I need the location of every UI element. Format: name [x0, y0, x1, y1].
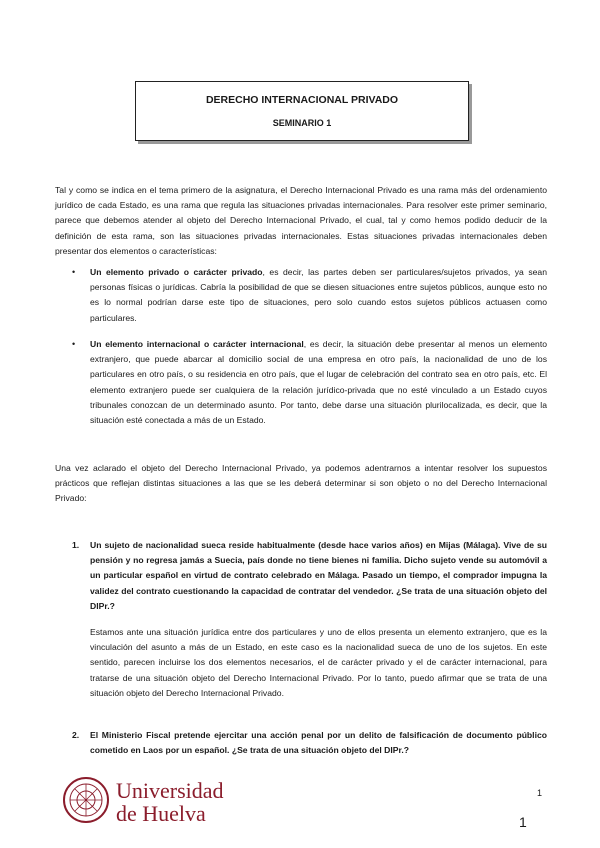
question-2: El Ministerio Fiscal pretende ejercitar una acción penal por un delito de falsificación de documento público cometido en Laos por un español. ¿Se trata de una situación objeto del DIPr.? [90, 730, 547, 756]
bullet-text: , es decir, la situación debe presentar al menos un elemento extranjero, que puede abarcar al domicilio social de una empresa en otro país, la nacionalidad de uno de los particulares en otro país, o su residencia en otro país, que el lugar de celebración del contrato sea en otro país, etc. El elemento extranjero puede ser cualquiera de la relación jurídico-privada que no esté vinculado a un Estado cuyos tribunales conozcan de un determinado asunto. Por tanto, debe darse una situación plurilocalizada, es decir, que la situación esté conectada a más de un Estado. [90, 339, 547, 426]
bullet-dot: • [72, 267, 76, 277]
bullet-item-private [90, 265, 547, 326]
bullet-bold: Un elemento privado o carácter privado [90, 267, 263, 277]
page-number-small: 1 [537, 788, 543, 798]
answer-1: Estamos ante una situación jurídica entre dos particulares y uno de ellos presenta un elemento extranjero, que es la vinculación del asunto a más de un Estado, en este caso es la nacionalidad sueca de uno de los sujetos. En este sentido, parecen incluirse los dos elementos necesarios, el de carácter privado y el de carácter internacional, para tratarse de una situación objeto del Derecho Internacional Privado. Por lo tanto, puedo afirmar que se trata de una situación objeto del Derecho Internacional Privado. [90, 627, 547, 698]
intro-paragraph: Tal y como se indica en el tema primero de la asignatura, el Derecho Internacional Privado es una rama más del ordenamiento jurídico de cada Estado, es una rama que regula las situaciones privadas internacionales. Para resolver este primer seminario, parece que debemos atender al objeto del Derecho Internacional Privado, el cual, tal y como hemos podido deducir de la definición de esta rama, son las situaciones privadas internacionales. Estas situaciones privadas internacionales deben presentar dos elementos o características: [55, 185, 547, 256]
question-number: 1. [72, 540, 80, 550]
document-title: DERECHO INTERNACIONAL PRIVADO [205, 94, 399, 106]
bullet-text: , es decir, las partes deben ser particulares/sujetos privados, ya sean personas físicas o jurídicas. Cabría la posibilidad de que se diesen situaciones entre sujetos públicos, aunque esto no es lo normal podrían darse este tipo de situaciones, pero solo cuando estos sujetos públicos actuasen como particulares. [90, 267, 547, 323]
title-box [135, 81, 469, 141]
university-logo [62, 776, 222, 830]
question-number: 2. [72, 730, 80, 740]
university-seal-icon [62, 776, 110, 824]
page-number-large: 1 [519, 814, 527, 830]
transition-paragraph: Una vez aclarado el objeto del Derecho Internacional Privado, ya podemos adentrarnos a intentar resolver los supuestos prácticos que reflejan distintas situaciones a las que se les deberá determinar si son objeto o no del Derecho Internacional Privado: [55, 463, 547, 504]
logo-line-1: Universidad [116, 778, 224, 803]
document-subtitle: SEMINARIO 1 [272, 118, 332, 128]
bullet-item-international [90, 337, 547, 428]
bullet-dot: • [72, 339, 76, 349]
logo-line-2: de Huelva [116, 801, 206, 826]
question-1: Un sujeto de nacionalidad sueca reside habitualmente (desde hace varios años) en Mijas (Málaga). Vive de su pensión y no regresa jamás a Suecia, país donde no tiene bienes ni familia. Dicho sujeto vende su automóvil a un particular español en virtud de contrato celebrado en Málaga. Pasado un tiempo, el comprador impugna la validez del contrato cuestionando la capacidad de contratar del vendedor. ¿Se trata de una situación objeto del DIPr.? [90, 540, 547, 611]
bullet-bold: Un elemento internacional o carácter internacional [90, 339, 304, 349]
